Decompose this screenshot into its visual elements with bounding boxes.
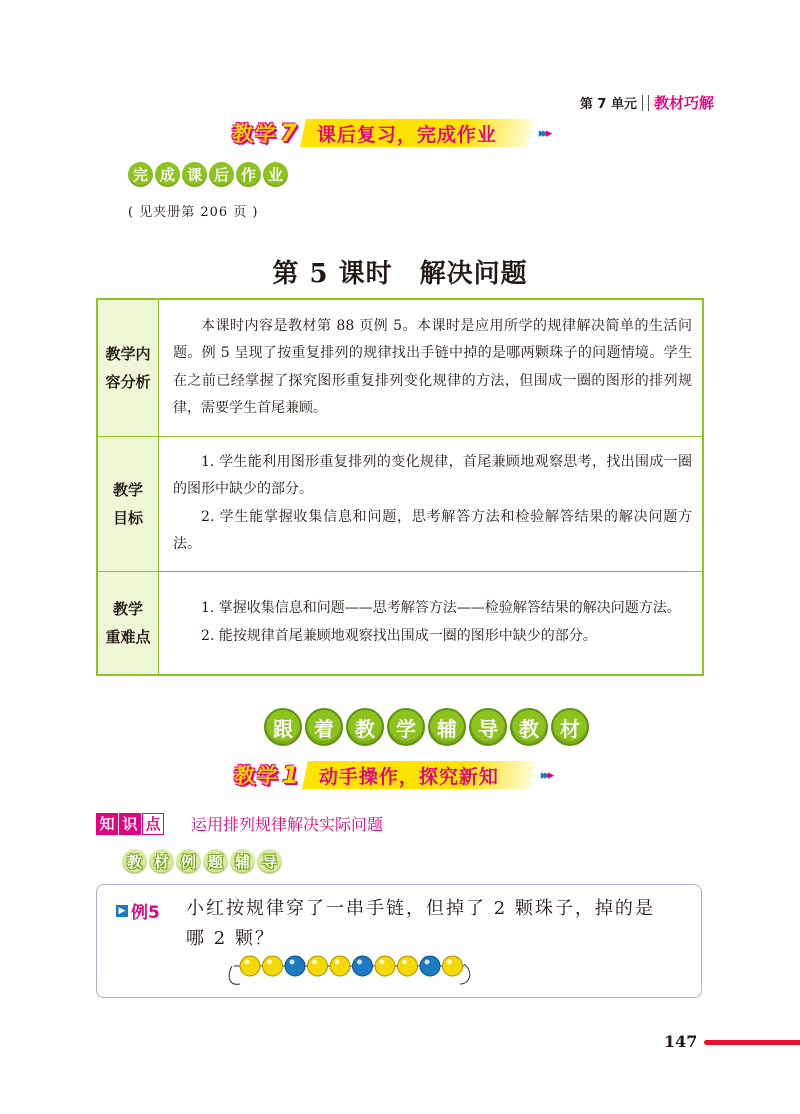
example-label	[116, 898, 160, 923]
table-row	[97, 299, 703, 436]
table-row	[97, 436, 703, 571]
step7-banner	[232, 116, 549, 150]
section-heading-char: 材	[551, 708, 589, 746]
row-label: 教学内 容分析	[97, 299, 159, 436]
example-number: 例5	[131, 903, 160, 923]
step1-label: 教学	[234, 764, 280, 788]
homework-note: ( 见夹册第 206 页 )	[128, 205, 259, 220]
homework-tag-char: 课	[182, 162, 207, 187]
bead-blue	[353, 956, 373, 976]
row-content	[159, 436, 704, 571]
bead-yellow	[398, 956, 418, 976]
example-tag-char: 辅	[230, 849, 255, 874]
string-left	[229, 966, 240, 984]
example-tag-char: 导	[257, 849, 282, 874]
bead-highlight	[425, 960, 430, 965]
section-heading	[264, 708, 589, 746]
bead-blue	[285, 956, 305, 976]
bead-highlight	[290, 960, 295, 965]
row-content	[159, 571, 704, 675]
bead-highlight	[402, 960, 407, 965]
header-divider	[642, 95, 649, 111]
bead-highlight	[380, 960, 385, 965]
example-tag	[122, 849, 282, 874]
section-heading-char: 导	[469, 708, 507, 746]
bead-highlight	[447, 960, 452, 965]
step1-number: 1	[282, 761, 299, 789]
knowledge-point	[96, 812, 383, 835]
homework-tag-char: 成	[155, 162, 180, 187]
lesson-plan-table	[96, 298, 704, 676]
bead-highlight	[335, 960, 340, 965]
section-heading-char: 辅	[428, 708, 466, 746]
example-tag-char: 例	[176, 849, 201, 874]
step7-title: 课后复习，完成作业	[316, 123, 497, 146]
page-header	[580, 92, 714, 113]
table-row	[97, 571, 703, 675]
question-line: 小红按规律穿了一串手链，但掉了 2 颗珠子，掉的是	[186, 898, 655, 919]
lesson-title: 第 5 课时 解决问题	[272, 259, 528, 289]
homework-tag	[128, 162, 288, 187]
section-heading-char: 学	[387, 708, 425, 746]
bead-yellow	[443, 956, 463, 976]
step7-label: 教学	[232, 122, 278, 146]
example-tag-char: 教	[122, 849, 147, 874]
bead-yellow	[240, 956, 260, 976]
section-heading-char: 跟	[264, 708, 302, 746]
homework-tag-char: 完	[128, 162, 153, 187]
example-question	[186, 894, 692, 954]
section-heading-char: 着	[305, 708, 343, 746]
row-label: 教学 目标	[97, 436, 159, 571]
knowledge-box: 点	[142, 813, 164, 835]
question-line: 哪 2 颗？	[186, 928, 275, 949]
example-tag-char: 材	[149, 849, 174, 874]
bracelet-illustration	[224, 948, 480, 990]
content-paragraph: 1. 掌握收集信息和问题——思考解答方法——检验解答结果的解决问题方法。	[201, 600, 681, 617]
bead-highlight	[357, 960, 362, 965]
knowledge-text: 运用排列规律解决实际问题	[191, 815, 384, 834]
row-content	[159, 299, 704, 436]
section-heading-char: 教	[346, 708, 384, 746]
bead-yellow	[375, 956, 395, 976]
row-label: 教学 重难点	[97, 571, 159, 675]
play-marker-icon: ▶	[116, 905, 128, 917]
example-tag-char: 题	[203, 849, 228, 874]
content-paragraph: 2. 能按规律首尾兼顾地观察找出围成一圈的图形中缺少的部分。	[201, 627, 597, 644]
bead-yellow	[330, 956, 350, 976]
footer-bar	[704, 1040, 800, 1045]
homework-tag-char: 业	[263, 162, 288, 187]
page-number: 147	[664, 1032, 698, 1051]
section-heading-char: 教	[510, 708, 548, 746]
bead-yellow	[263, 956, 283, 976]
unit-label: 第 7 单元	[579, 97, 637, 112]
triple-arrow-icon: ▸▸▸	[540, 767, 552, 783]
knowledge-box: 识	[119, 813, 141, 835]
section-label: 教材巧解	[653, 94, 714, 112]
bead-highlight	[312, 960, 317, 965]
bead-yellow	[308, 956, 328, 976]
step1-title-bar	[302, 761, 536, 789]
bead-blue	[420, 956, 440, 976]
step1-title: 动手操作，探究新知	[318, 765, 499, 788]
step7-number: 7	[280, 119, 297, 147]
bead-highlight	[245, 960, 250, 965]
step7-title-bar	[300, 119, 534, 147]
content-paragraph: 2. 学生能掌握收集信息和问题，思考解答方法和检验解答结果的解决问题方法。	[173, 508, 692, 552]
knowledge-box: 知	[96, 813, 118, 835]
triple-arrow-icon: ▸▸▸	[538, 125, 550, 141]
homework-tag-char: 后	[209, 162, 234, 187]
content-paragraph: 本课时内容是教材第 88 页例 5。本课时是应用所学的规律解决简单的生活问题。例 5 呈现了按重复排列的规律找出手链中掉的是哪两颗珠子的问题情境。学生在之前已经掌握了探究图形重复排列变化规律的方法，但围成一圈的图形的排列规律，需要学生首尾兼顾。	[173, 317, 692, 417]
homework-tag-char: 作	[236, 162, 261, 187]
step1-banner	[234, 758, 551, 792]
content-paragraph: 1. 学生能利用图形重复排列的变化规律，首尾兼顾地观察思考，找出围成一圈的图形中缺少的部分。	[173, 453, 692, 497]
bead-highlight	[267, 960, 272, 965]
